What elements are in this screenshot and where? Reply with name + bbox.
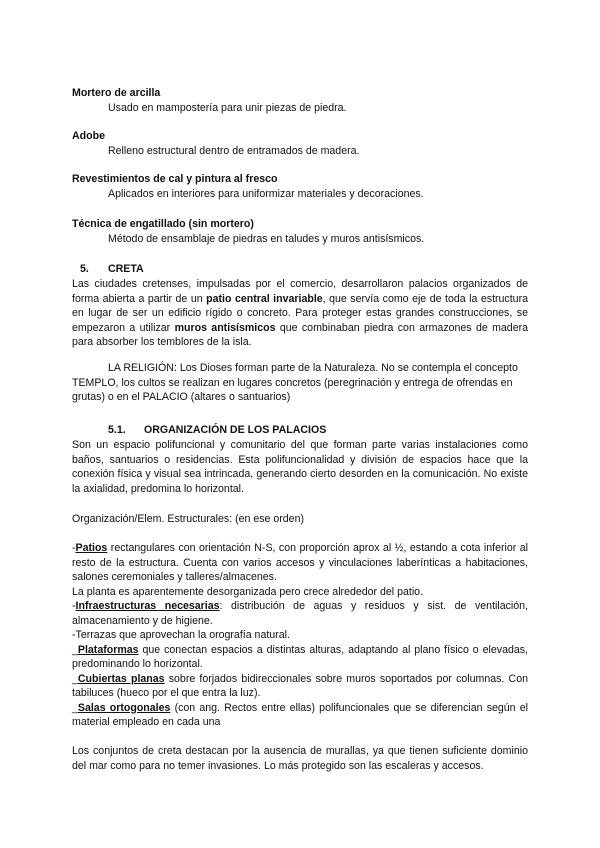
definition-description: Aplicados en interiores para uniformizar materiales y decoraciones. (108, 187, 424, 200)
item-prefix: _ (72, 672, 78, 685)
definition-description: Relleno estructural dentro de entramados de madera. (108, 144, 360, 157)
item-term: Patios (75, 542, 108, 554)
item-prefix: _ (72, 643, 78, 656)
item-term: Plataformas (77, 643, 139, 656)
section-5-heading (72, 262, 528, 277)
definition-adobe (72, 129, 528, 158)
definition-term: Adobe (72, 130, 105, 142)
definition-term: Mortero de arcilla (72, 87, 161, 99)
item-text: : distribución de aguas y residuos y sist. de ventilación, almacenamiento y de higiene. (72, 600, 528, 627)
section-title: CRETA (108, 263, 144, 275)
item-text: rectangulares con orientación N-S, con proporción aprox al ½, estando a cota inferior al resto de la estructura. Cuenta con varios accesos y vinculaciones laberínticas a habitaciones, salones ceremoniales y talleres/almacenes. (72, 542, 528, 583)
list-item (72, 541, 528, 585)
section-5-paragraph (72, 277, 528, 350)
list-item (72, 643, 528, 672)
text-run: que combinaban piedra con armazones de madera para absorber los temblores de la isla. (72, 321, 529, 348)
definition-revestimientos (72, 172, 528, 201)
section-5-1-heading (72, 423, 528, 438)
section-number: 5. (80, 263, 89, 275)
definition-mortero (72, 86, 528, 115)
bold-term: muros antisísmicos (174, 321, 276, 334)
text-run: Las ciudades cretenses, impulsadas por el comercio, desarrollaron palacios organizados de forma abierta a partir de un (72, 278, 528, 305)
organization-label: Organización/Elem. Estructurales: (en ese orden) (72, 513, 304, 525)
item-text: (con ang. Rectos entre ellas) polifuncionales que se diferencian según el material empleado en cada una (72, 701, 528, 728)
definition-description: Usado en mampostería para unir piezas de piedra. (108, 101, 347, 114)
structural-elements-list (72, 541, 528, 730)
definition-term: Técnica de engatillado (sin mortero) (72, 218, 254, 230)
list-item (72, 672, 528, 701)
section-title: ORGANIZACIÓN DE LOS PALACIOS (144, 424, 327, 436)
section-number: 5.1. (108, 424, 126, 436)
item-prefix: _ (72, 701, 78, 714)
definition-description: Método de ensamblaje de piedras en taludes y muros antisísmicos. (108, 232, 425, 245)
item-term: Salas ortogonales (77, 701, 171, 714)
list-item (72, 701, 528, 730)
list-item: La planta es aparentemente desorganizada pero crece alrededor del patio. (72, 585, 424, 598)
bold-term: patio central invariable (206, 292, 323, 305)
item-term: Infraestructuras necesarias (75, 600, 220, 612)
palacios-intro-paragraph: Son un espacio polifuncional y comunitario del que forman parte varias instalaciones como baños, santuarios o residencias. Esta polifuncionalidad y división de espacios hace que la conexión física y visual sea intrincada, generando cierto desorden en la comunicación. No existe la axialidad, predomina lo horizontal. (72, 439, 528, 495)
closing-paragraph: Los conjuntos de creta destacan por la ausencia de murallas, ya que tienen suficiente dominio del mar como para no temer invasiones. Lo más protegido son las escaleras y accesos. (72, 745, 528, 772)
text-run: , que servía como eje de toda la estructura en lugar de ser un edificio rígido o concreto. Para proteger estas grandes construcciones, se empezaron a utilizar (72, 292, 528, 334)
definition-term: Revestimientos de cal y pintura al fresco (72, 173, 278, 185)
item-text: que conectan espacios a distintas alturas, adaptando al plano físico o elevadas, predominando lo horizontal. (72, 643, 528, 670)
list-item: -Terrazas que aprovechan la orografía natural. (72, 629, 290, 641)
item-prefix: - (72, 542, 76, 554)
definition-engatillado (72, 217, 528, 246)
item-text: sobre forjados bidireccionales sobre muros soportados por columnas. Con tabiluces (hueco por el que entra la luz). (72, 672, 528, 699)
religion-paragraph: LA RELIGIÓN: Los Dioses forman parte de la Naturaleza. No se contempla el concepto TEMPLO, los cultos se realizan en lugares concretos (peregrinación y entrega de ofrendas en grutas) o en el PALACIO (altares o santuarios) (72, 362, 518, 403)
item-prefix: - (72, 600, 76, 612)
item-term: Cubiertas planas (77, 672, 165, 685)
list-item (72, 599, 528, 628)
